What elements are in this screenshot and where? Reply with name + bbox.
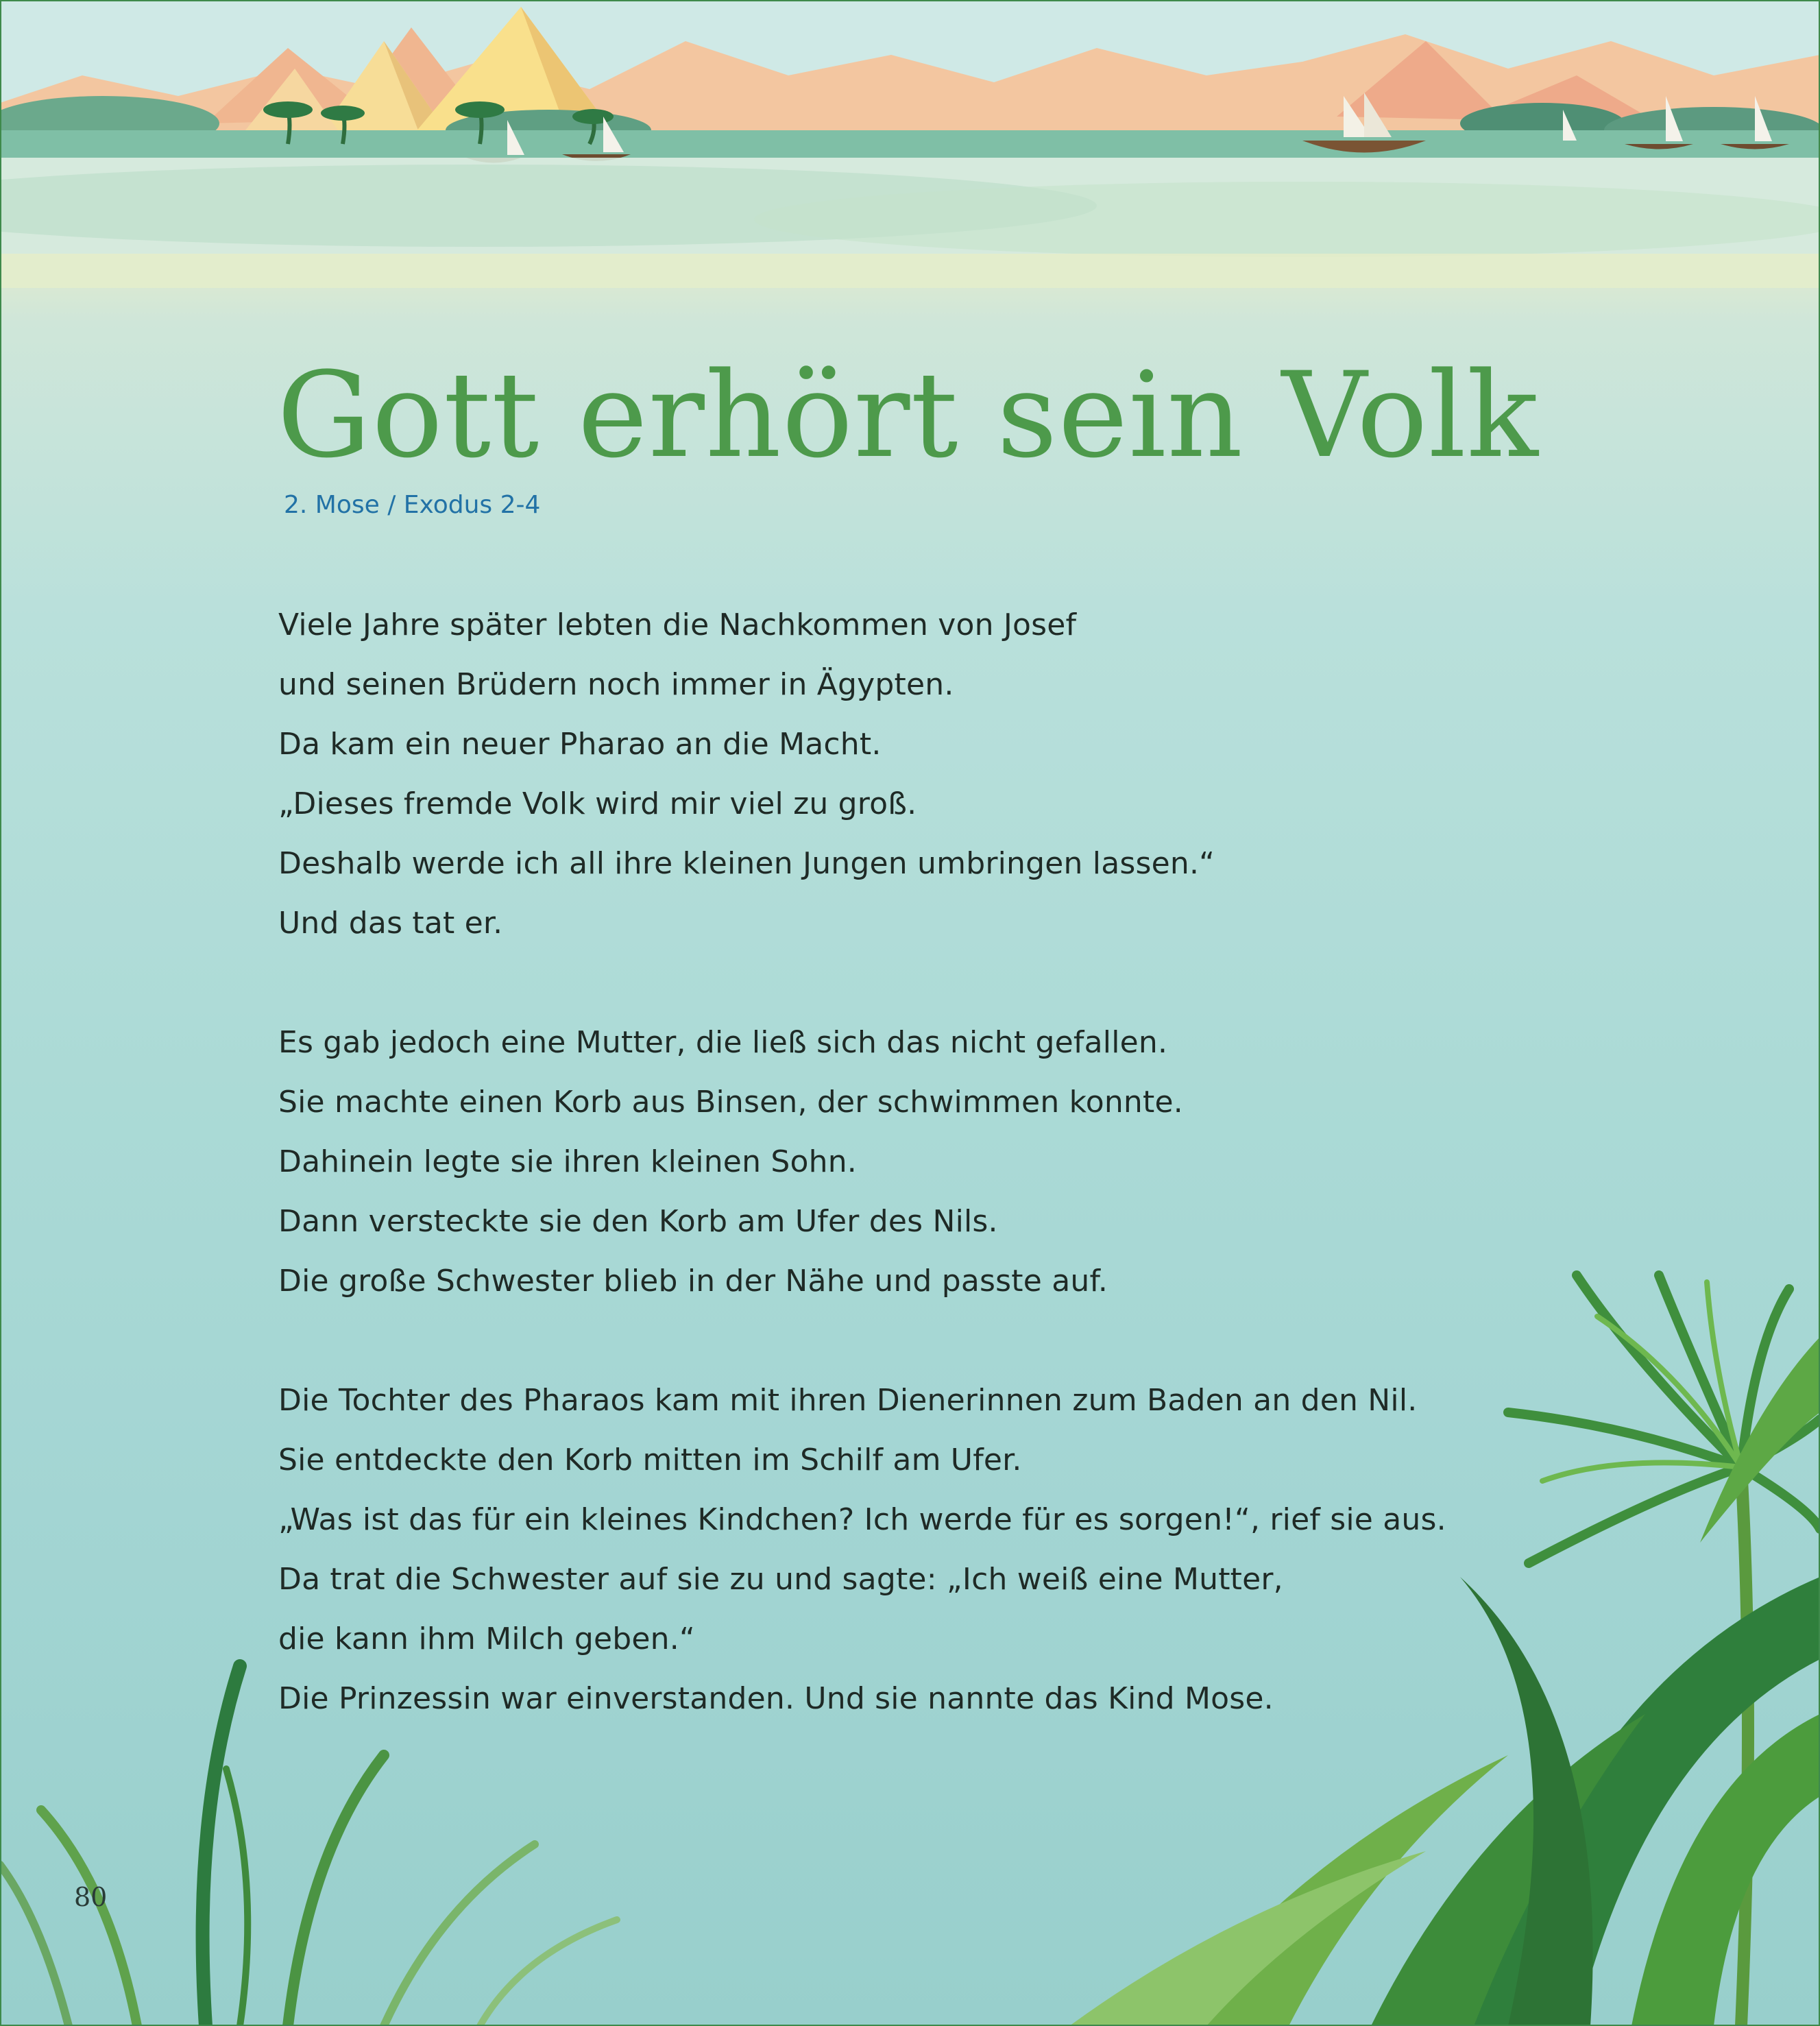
text-line: Da kam ein neuer Pharao an die Macht. [278,727,882,762]
text-line: die kann ihm Milch geben.“ [278,1621,695,1656]
text-line: Es gab jedoch eine Mutter, die ließ sich das nicht gefallen. [278,1025,1168,1060]
text-line: Viele Jahre später lebten die Nachkommen von Josef [278,607,1077,642]
text-line: „Was ist das für ein kleines Kindchen? Ich werde für es sorgen!“, rief sie aus. [278,1502,1446,1537]
paragraph [278,1013,1512,1311]
page-title: Gott erhört sein Volk [277,346,1539,484]
text-line: Die Prinzessin war einverstanden. Und sie nannte das Kind Mose. [278,1681,1274,1716]
text-line: Und das tat er. [278,906,503,941]
nile-landscape-illustration [0,0,1820,288]
text-line: Die große Schwester blieb in der Nähe und passte auf. [278,1264,1108,1299]
text-line: Dann versteckte sie den Korb am Ufer des Nils. [278,1204,998,1239]
text-line: Die Tochter des Pharaos kam mit ihren Dienerinnen zum Baden an den Nil. [278,1383,1418,1418]
text-line: und seinen Brüdern noch immer in Ägypten. [278,667,954,702]
text-line: Da trat die Schwester auf sie zu und sagte: „Ich weiß eine Mutter, [278,1562,1283,1597]
text-line: Deshalb werde ich all ihre kleinen Jungen umbringen lassen.“ [278,846,1215,881]
page-number: 80 [74,1882,108,1912]
text-line: Sie entdeckte den Korb mitten im Schilf am Ufer. [278,1443,1022,1478]
papyrus-plant [1508,1275,1820,2026]
text-line: Dahinein legte sie ihren kleinen Sohn. [278,1144,857,1179]
paragraph [278,595,1512,953]
paragraph [278,1371,1512,1728]
text-line: „Dieses fremde Volk wird mir viel zu groß. [278,786,917,821]
story-text [278,595,1512,1788]
bible-reference: 2. Mose / Exodus 2-4 [284,491,541,519]
text-line: Sie machte einen Korb aus Binsen, der schwimmen konnte. [278,1085,1183,1120]
